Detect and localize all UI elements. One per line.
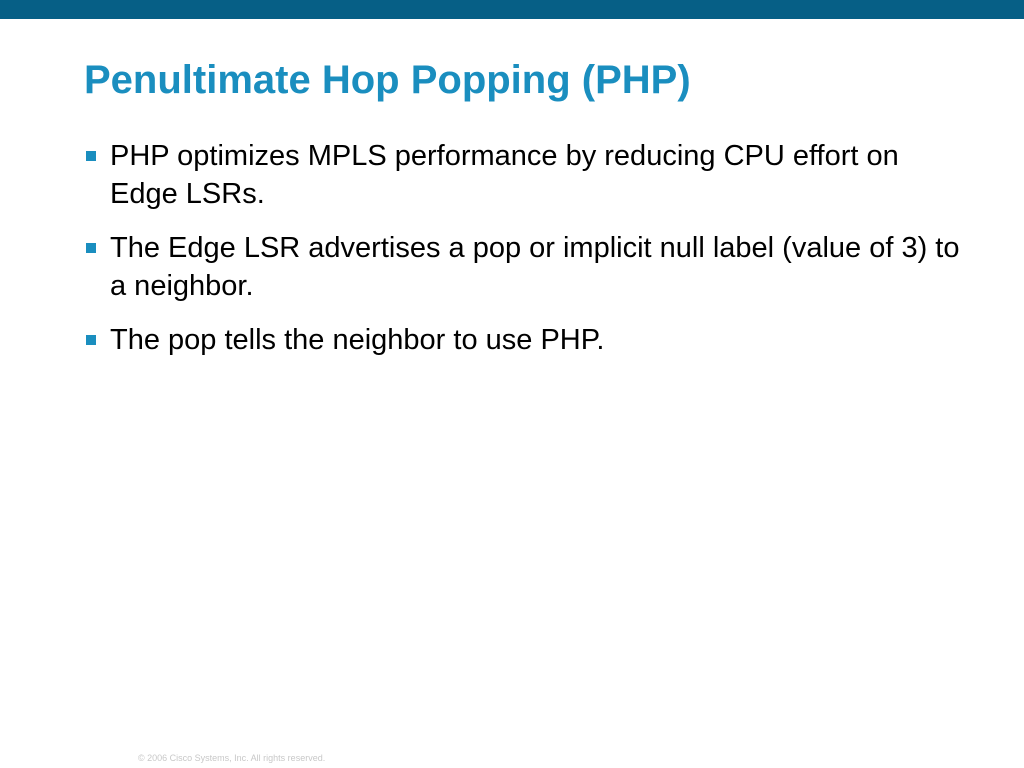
bullet-item xyxy=(86,229,966,305)
bullet-list xyxy=(86,137,966,375)
copyright-footer: © 2006 Cisco Systems, Inc. All rights reserved. xyxy=(138,753,326,763)
bullet-text: PHP optimizes MPLS performance by reducing CPU effort on Edge LSRs. xyxy=(110,140,899,210)
bullet-text: The Edge LSR advertises a pop or implicit null label (value of 3) to a neighbor. xyxy=(110,232,960,302)
header-bar xyxy=(0,0,1024,19)
square-bullet-icon xyxy=(86,151,96,161)
square-bullet-icon xyxy=(86,243,96,253)
bullet-item xyxy=(86,321,966,359)
bullet-text: The pop tells the neighbor to use PHP. xyxy=(110,324,605,356)
slide-title: Penultimate Hop Popping (PHP) xyxy=(84,58,691,102)
square-bullet-icon xyxy=(86,335,96,345)
bullet-item xyxy=(86,137,966,213)
